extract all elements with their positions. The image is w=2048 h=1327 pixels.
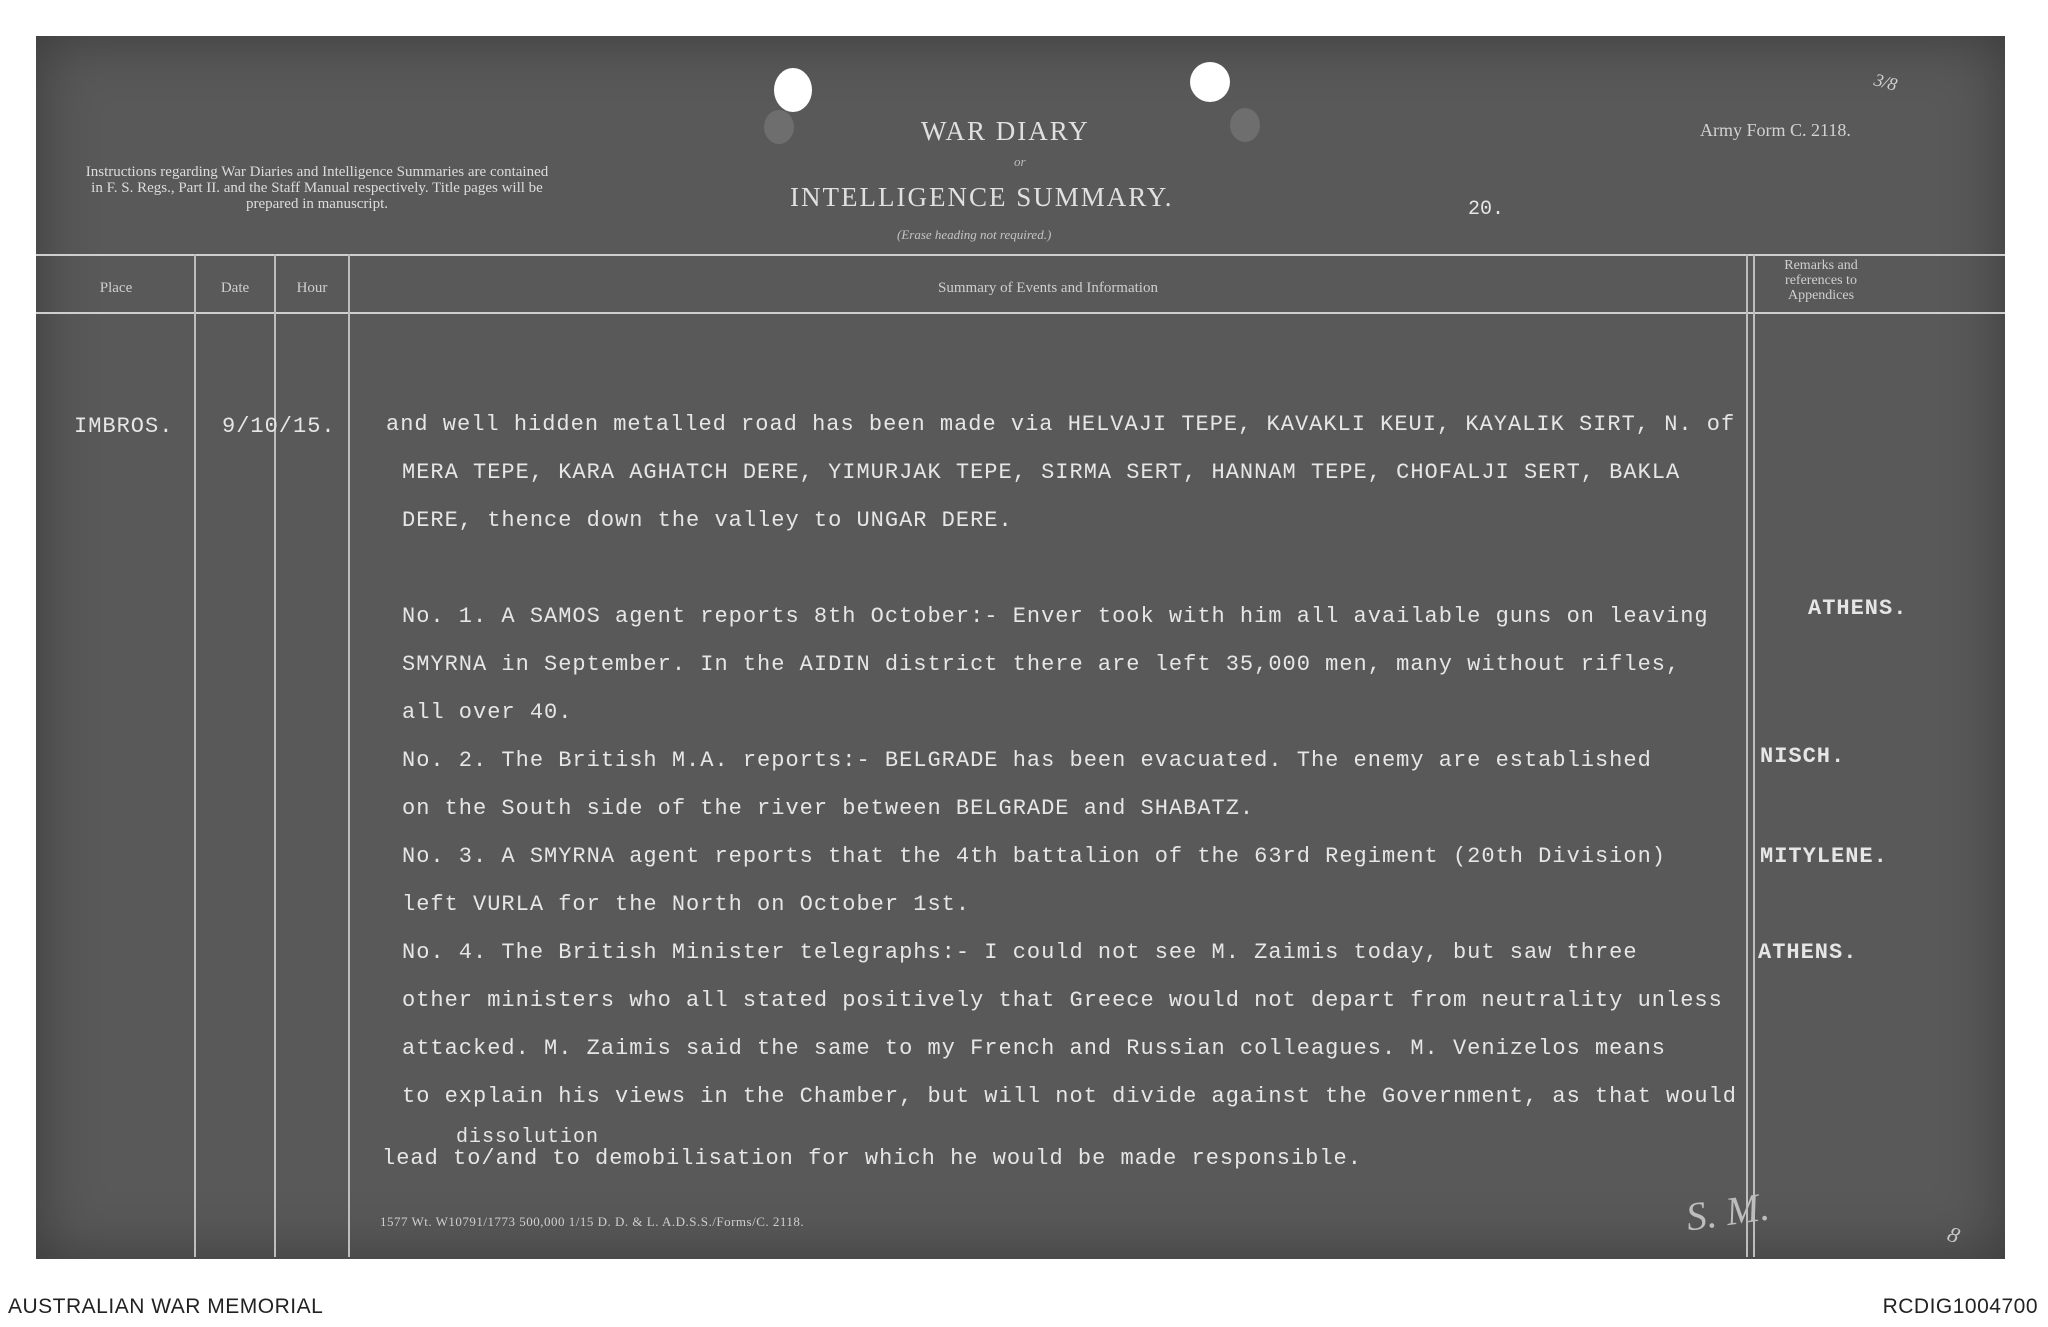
column-divider-summary-remarks <box>1746 254 1755 1257</box>
punch-hole-shadow-right <box>1230 108 1260 142</box>
corner-mark: 3/8 <box>1871 69 1900 95</box>
instructions-note: Instructions regarding War Diaries and Intelligence Summaries are contained in F. S. Regs., Part II. and the Staff Manual respectively. Title pages will be prepared in manuscript. <box>85 164 549 212</box>
summary-line: left VURLA for the North on October 1st. <box>402 892 971 917</box>
summary-line: and well hidden metalled road has been made via HELVAJI TEPE, KAVAKLI KEUI, KAYALIK SIRT, N. of <box>386 412 1736 437</box>
header-rule-bottom <box>36 312 2005 314</box>
entry-date: 9/10/15. <box>222 414 336 439</box>
column-header-remarks: Remarks and references to Appendices <box>1784 258 1858 303</box>
page-number-mark: 8 <box>1944 1220 1964 1249</box>
column-divider-hour-summary <box>348 254 350 1257</box>
column-header-summary: Summary of Events and Information <box>938 280 1158 296</box>
summary-line: lead to/and to demobilisation for which he would be made responsible. <box>382 1146 1362 1171</box>
form-or: or <box>1014 154 1026 169</box>
archive-credit: AUSTRALIAN WAR MEMORIAL <box>8 1295 324 1318</box>
remark-entry: MITYLENE. <box>1760 844 1888 869</box>
summary-line: other ministers who all stated positively that Greece would not depart from neutrality unless <box>402 988 1723 1013</box>
punch-hole-shadow-left <box>764 110 794 144</box>
summary-line: No. 3. A SMYRNA agent reports that the 4th battalion of the 63rd Regiment (20th Division) <box>402 844 1666 869</box>
insertion-above-line: dissolution <box>456 1126 600 1149</box>
punch-hole-left <box>774 68 812 112</box>
column-divider-place-date <box>194 254 196 1257</box>
summary-line: MERA TEPE, KARA AGHATCH DERE, YIMURJAK TEPE, SIRMA SERT, HANNAM TEPE, CHOFALJI SERT, BAKLA <box>402 460 1681 485</box>
summary-line: to explain his views in the Chamber, but will not divide against the Government, as that would <box>402 1084 1738 1109</box>
column-divider-date-hour <box>274 254 276 1257</box>
war-diary-page <box>36 36 2005 1259</box>
army-form-number: Army Form C. 2118. <box>1700 120 1851 140</box>
summary-line: DERE, thence down the valley to UNGAR DERE. <box>402 508 1013 533</box>
entry-place: IMBROS. <box>74 414 174 439</box>
summary-line: No. 4. The British Minister telegraphs:- I could not see M. Zaimis today, but saw three <box>402 940 1638 965</box>
summary-line: No. 2. The British M.A. reports:- BELGRADE has been evacuated. The enemy are established <box>402 748 1652 773</box>
punch-hole-right <box>1190 62 1230 102</box>
column-header-place: Place <box>99 280 133 296</box>
form-print-code: 1577 Wt. W10791/1773 500,000 1/15 D. D. & L. A.D.S.S./Forms/C. 2118. <box>380 1214 805 1229</box>
column-header-hour: Hour <box>296 280 328 296</box>
erase-note: (Erase heading not required.) <box>897 227 1052 242</box>
summary-line: all over 40. <box>402 700 573 725</box>
header-rule-top <box>36 254 2005 256</box>
remark-entry: ATHENS. <box>1808 596 1908 621</box>
form-subtitle: INTELLIGENCE SUMMARY. <box>790 182 1174 212</box>
archive-reference: RCDIG1004700 <box>1882 1295 2038 1318</box>
form-title: WAR DIARY <box>921 116 1090 146</box>
summary-line: No. 1. A SAMOS agent reports 8th October:- Enver took with him all available guns on leaving <box>402 604 1709 629</box>
column-header-date: Date <box>220 280 250 296</box>
summary-line: SMYRNA in September. In the AIDIN district there are left 35,000 men, many without rifles, <box>402 652 1681 677</box>
summary-line: attacked. M. Zaimis said the same to my French and Russian colleagues. M. Venizelos means <box>402 1036 1666 1061</box>
year-prefix: 20. <box>1468 198 1505 221</box>
summary-line: on the South side of the river between BELGRADE and SHABATZ. <box>402 796 1255 821</box>
remark-entry: ATHENS. <box>1758 940 1858 965</box>
remark-entry: NISCH. <box>1760 744 1846 769</box>
handwritten-initials: S. M. <box>1683 1183 1773 1240</box>
